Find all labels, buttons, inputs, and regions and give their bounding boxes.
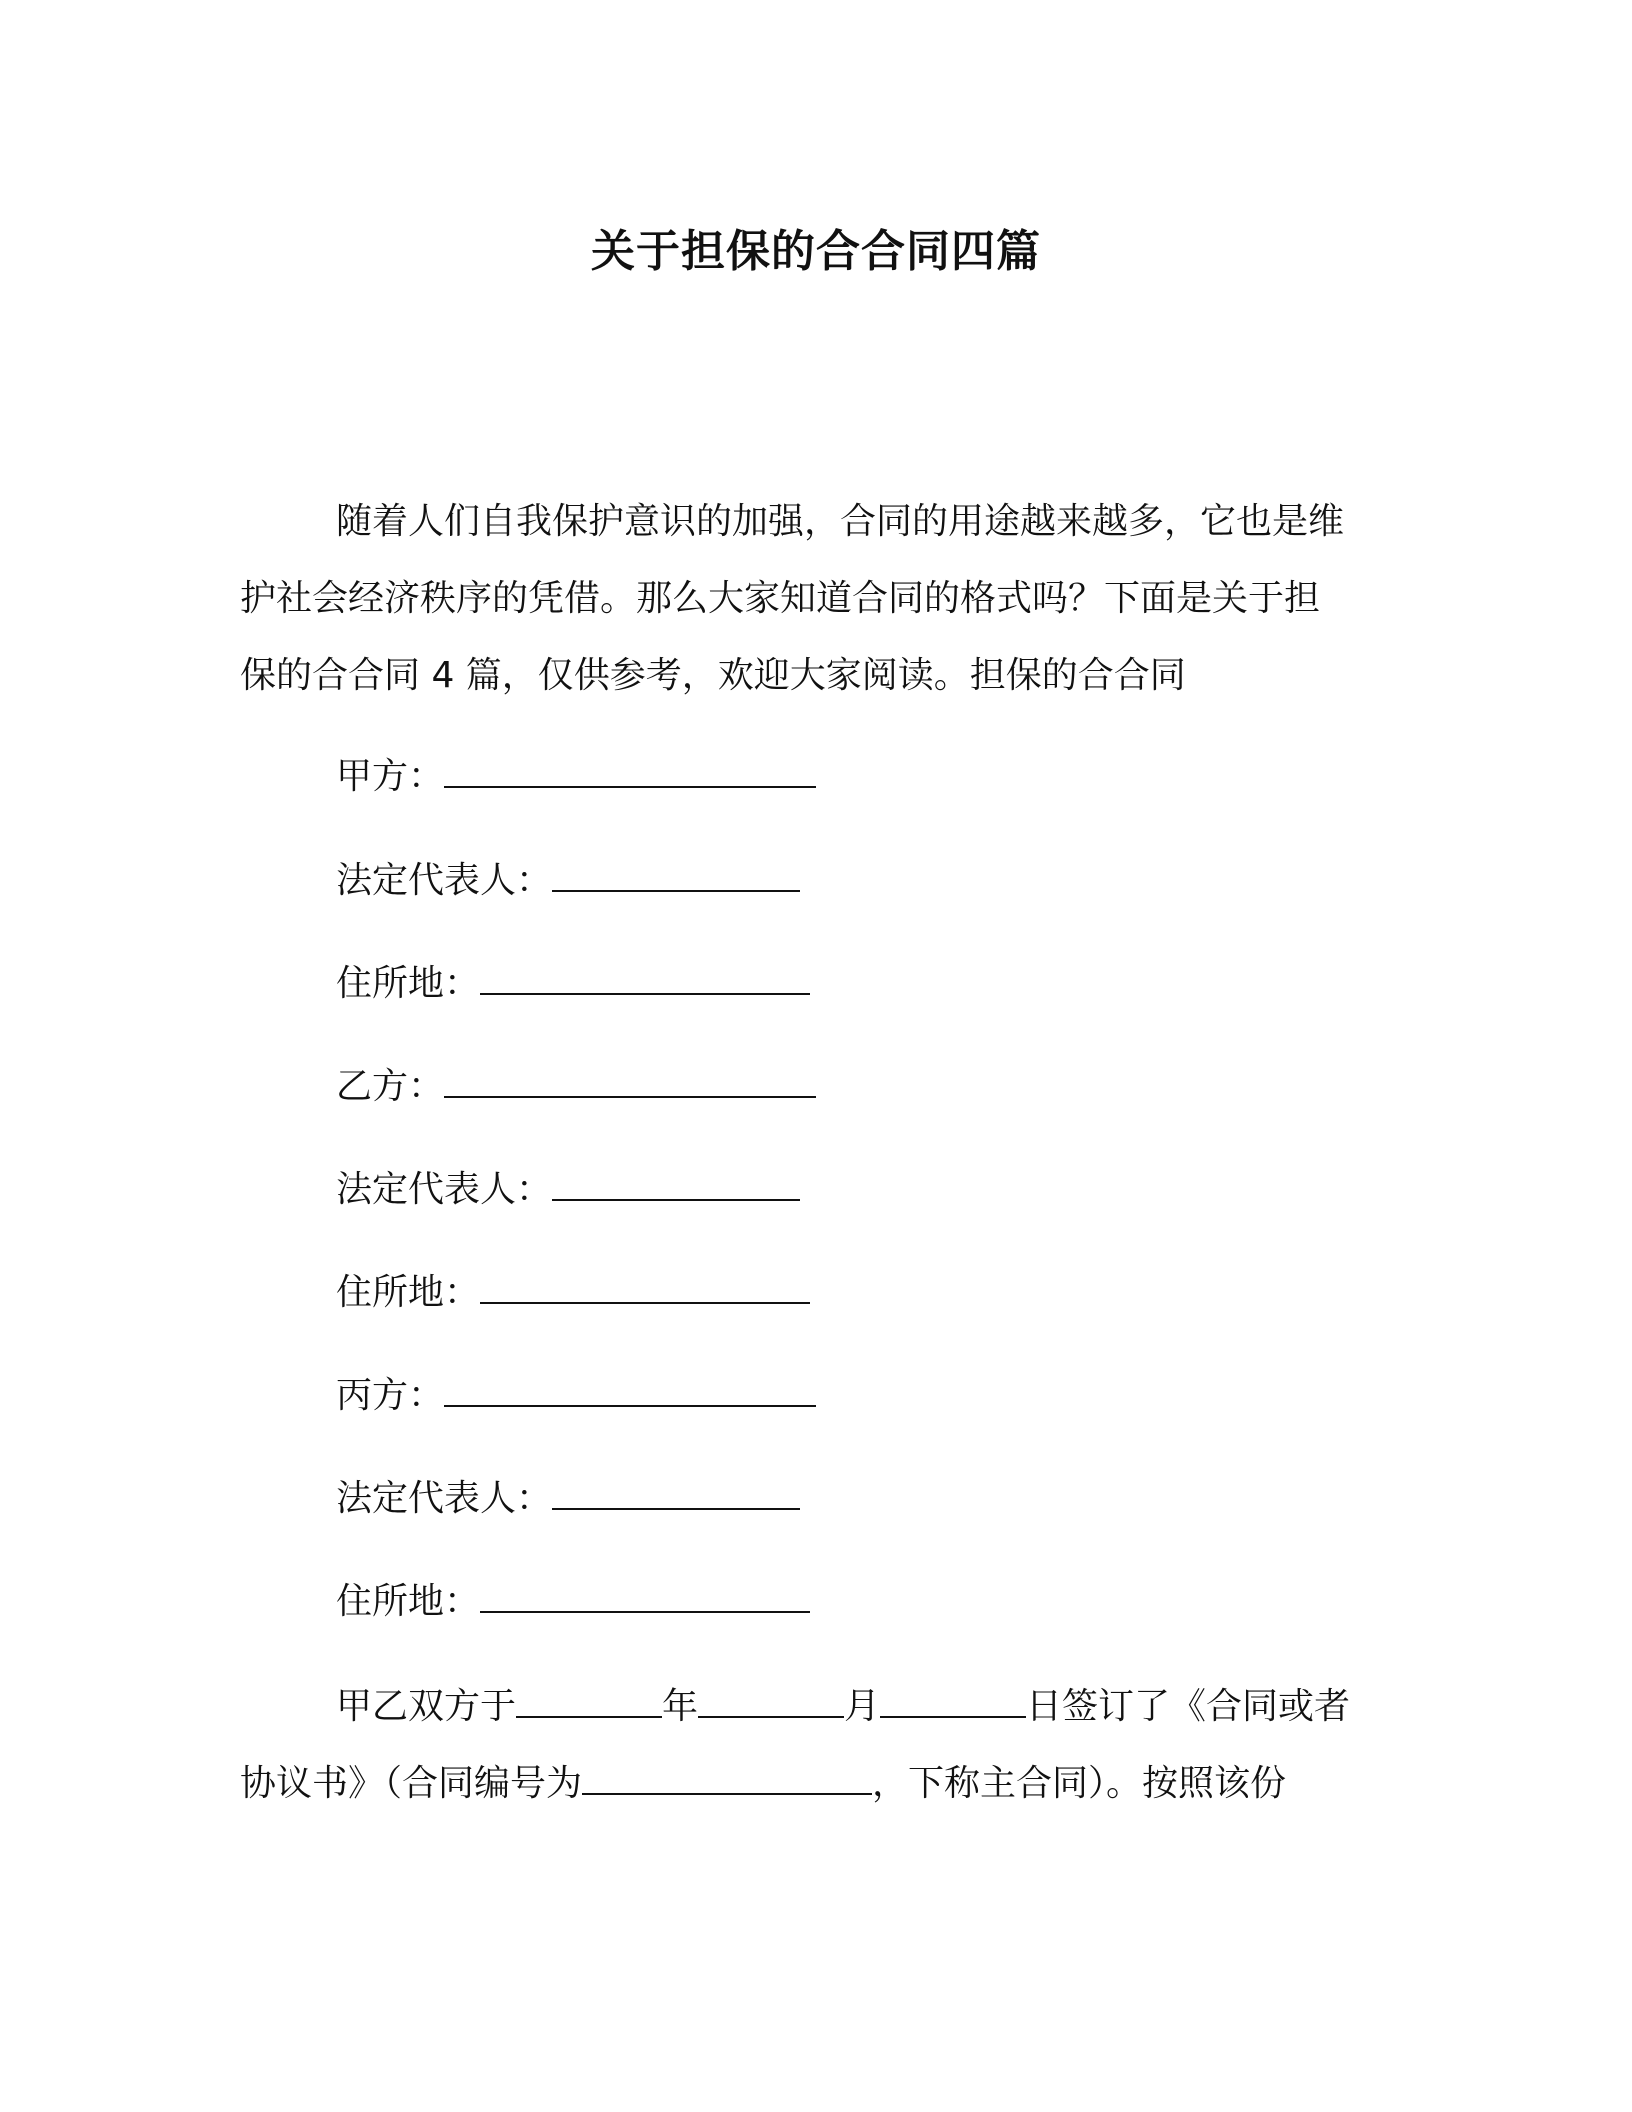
field-blank[interactable] xyxy=(552,1165,800,1201)
field-blank[interactable] xyxy=(480,1268,810,1304)
field-blank[interactable] xyxy=(444,1062,816,1098)
field-label: 法定代表人： xyxy=(336,1169,553,1210)
contract-number-blank[interactable] xyxy=(582,1761,872,1795)
closing-text: 协议书》（合同编号为 xyxy=(240,1763,583,1804)
closing-text: 日签订了《合同或者 xyxy=(1026,1686,1351,1727)
party-a-field xyxy=(336,752,816,802)
field-label: 甲方： xyxy=(336,756,445,797)
intro-paragraph xyxy=(240,483,1390,714)
field-blank[interactable] xyxy=(444,1371,816,1407)
intro-line: 随着人们自我保护意识的加强，合同的用途越来越多，它也是维 xyxy=(336,501,1345,542)
month-blank[interactable] xyxy=(698,1684,844,1718)
closing-line xyxy=(240,1745,1390,1822)
field-label: 住所地： xyxy=(336,1272,481,1313)
closing-paragraph xyxy=(240,1668,1390,1822)
closing-text: 年 xyxy=(662,1686,699,1727)
day-blank[interactable] xyxy=(880,1684,1026,1718)
party-a-address-field xyxy=(336,959,810,1009)
field-label: 住所地： xyxy=(336,963,481,1004)
party-c-field xyxy=(336,1371,816,1421)
closing-text: 甲乙双方于 xyxy=(336,1686,517,1727)
field-blank[interactable] xyxy=(480,959,810,995)
field-label: 住所地： xyxy=(336,1581,481,1622)
document-title: 关于担保的合合同四篇 xyxy=(591,226,1041,277)
field-blank[interactable] xyxy=(480,1577,810,1613)
party-b-representative-field xyxy=(336,1165,800,1215)
field-label: 丙方： xyxy=(336,1375,445,1416)
party-b-address-field xyxy=(336,1268,810,1318)
closing-text: 月 xyxy=(844,1686,881,1727)
field-blank[interactable] xyxy=(444,752,816,788)
intro-line: 保的合合同 4 篇，仅供参考，欢迎大家阅读。担保的合合同 xyxy=(240,655,1186,696)
party-c-address-field xyxy=(336,1577,810,1627)
party-b-field xyxy=(336,1062,816,1112)
field-label: 法定代表人： xyxy=(336,860,553,901)
field-blank[interactable] xyxy=(552,856,800,892)
field-label: 乙方： xyxy=(336,1066,445,1107)
field-blank[interactable] xyxy=(552,1474,800,1510)
intro-line: 护社会经济秩序的凭借。那么大家知道合同的格式吗？下面是关于担 xyxy=(240,578,1321,619)
party-c-representative-field xyxy=(336,1474,800,1524)
party-a-representative-field xyxy=(336,856,800,906)
closing-text: ，下称主合同）。按照该份 xyxy=(872,1763,1287,1804)
closing-line xyxy=(240,1668,1390,1745)
field-label: 法定代表人： xyxy=(336,1478,553,1519)
year-blank[interactable] xyxy=(516,1684,662,1718)
